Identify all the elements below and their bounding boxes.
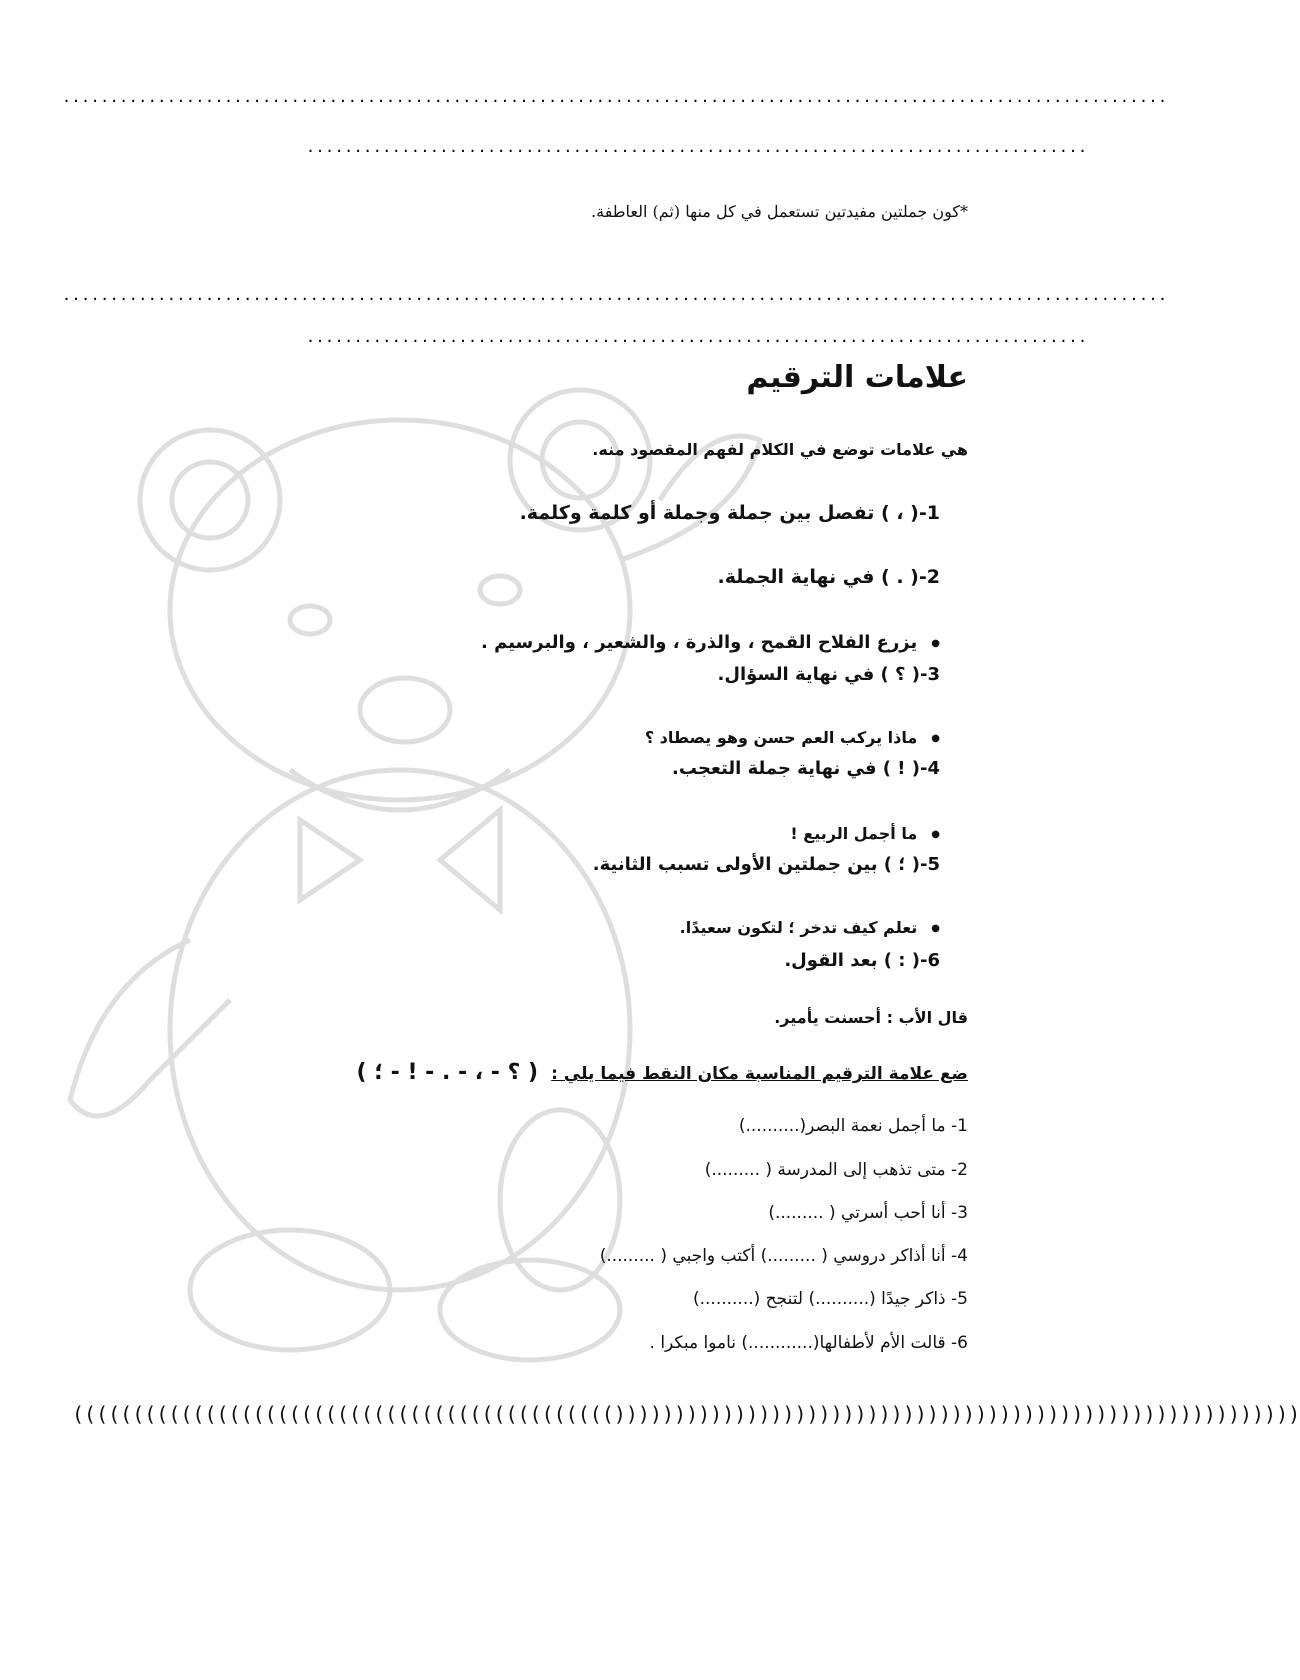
answer-dotted-line[interactable]: .................................................................................. bbox=[306, 138, 1088, 156]
exercise-item: 6- قالت الأم لأطفالها(............) ناموا مبكرا . bbox=[649, 1333, 968, 1353]
example-item: ● ما أجمل الربيع ! bbox=[790, 824, 940, 843]
rule-item: 3-( ؟ ) في نهاية السؤال. bbox=[717, 664, 940, 685]
example-item: ● ماذا يركب العم حسن وهو يصطاد ؟ bbox=[645, 728, 940, 747]
instruction-text: *كون جملتين مفيدتين تستعمل في كل منها (ثم) العاطفة. bbox=[591, 202, 968, 221]
exercise-item: 3- أنا أحب أسرتي ( .........) bbox=[768, 1203, 968, 1223]
rule-item: 2-( . ) في نهاية الجملة. bbox=[717, 566, 940, 588]
footer-parentheses-line: ((((((((((((((((((((((((((((((((((((((((((((())))))))))))))))))))))))))))))))))))))))))))))))))))))))) bbox=[72, 1402, 1300, 1426]
rule-item: 5-( ؛ ) بين جملتين الأولى تسبب الثانية. bbox=[592, 854, 940, 875]
example-item: قال الأب : أحسنت يأمير. bbox=[774, 1008, 968, 1027]
exercise-title: ضع علامة الترقيم المناسبة مكان النقط فيما يلي : bbox=[551, 1064, 968, 1084]
answer-dotted-line[interactable]: .................................................................................................................... bbox=[62, 286, 1168, 304]
answer-dotted-line[interactable]: .................................................................................................................... bbox=[62, 88, 1168, 106]
exercise-heading bbox=[357, 1060, 968, 1085]
definition-text: هي علامات توضع في الكلام لفهم المقصود منه. bbox=[592, 440, 968, 459]
exercise-item: 4- أنا أذاكر دروسي ( .........) أكتب واجبي ( .........) bbox=[599, 1246, 968, 1266]
example-item: ● تعلم كيف تدخر ؛ لتكون سعيدًا. bbox=[680, 918, 940, 937]
example-item: ● يزرع الفلاح القمح ، والذرة ، والشعير ، والبرسيم . bbox=[481, 632, 940, 653]
rule-item: 4-( ! ) في نهاية جملة التعجب. bbox=[672, 758, 940, 779]
exercise-item: 1- ما أجمل نعمة البصر(..........) bbox=[738, 1116, 968, 1136]
rule-item: 1-( ، ) تفصل بين جملة وجملة أو كلمة وكلمة. bbox=[519, 502, 940, 524]
exercise-item: 5- ذاكر جيدًا (..........) لتنجح (..........) bbox=[692, 1289, 968, 1309]
exercise-item: 2- متى تذهب إلى المدرسة ( .........) bbox=[704, 1160, 968, 1180]
answer-dotted-line[interactable]: .................................................................................. bbox=[306, 328, 1088, 346]
exercise-marks: ( ؟ - ، - . - ! - ؛ ) bbox=[356, 1060, 539, 1085]
rule-item: 6-( : ) بعد القول. bbox=[784, 950, 940, 971]
section-title: علامات الترقيم bbox=[746, 360, 968, 395]
